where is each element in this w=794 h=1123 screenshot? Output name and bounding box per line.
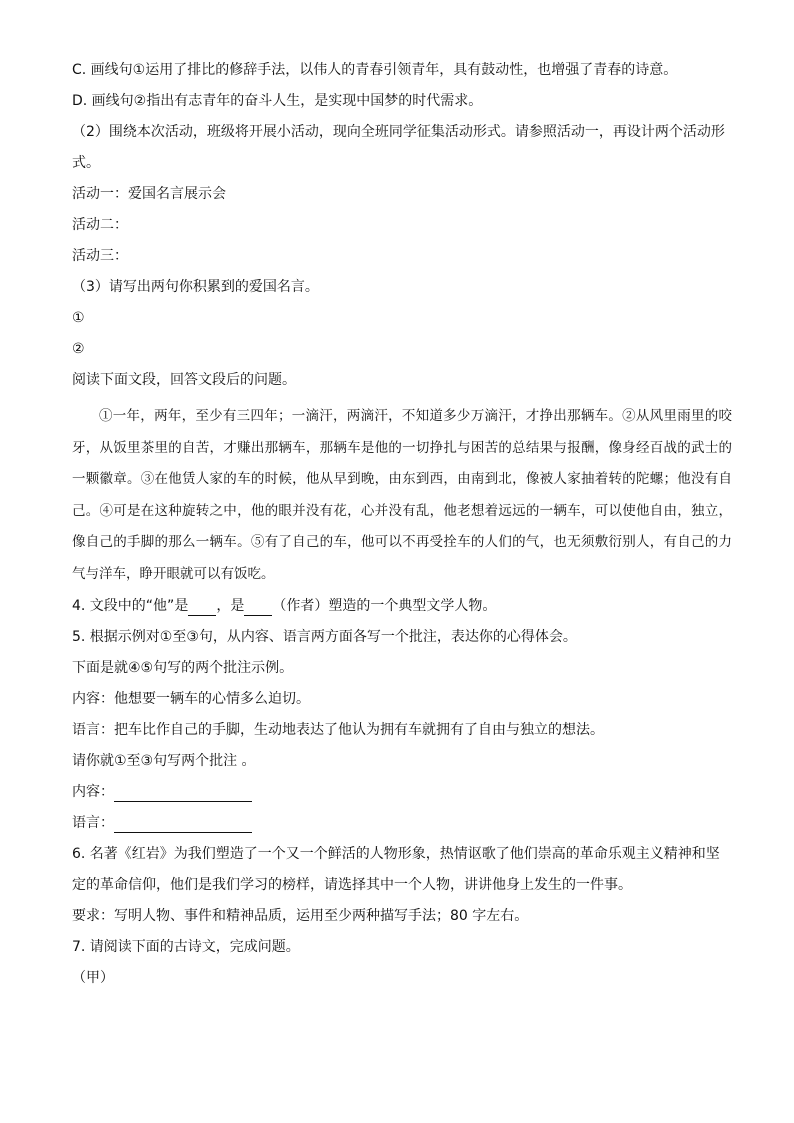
question-2 xyxy=(72,122,732,173)
question-4 xyxy=(72,596,732,616)
question-4-text-b: ，是 xyxy=(216,598,245,614)
reading-instruction: 阅读下面文段，回答文段后的问题。 xyxy=(72,372,296,388)
question-5-intro: 下面是就④⑤句写的两个批注示例。 xyxy=(72,660,294,676)
answer-language-label: 语言： xyxy=(72,815,114,831)
question-7: 7. 请阅读下面的古诗文，完成问题。 xyxy=(72,939,300,955)
answer-language-row xyxy=(72,813,732,833)
question-6 xyxy=(72,844,732,895)
answer-slot-2: ② xyxy=(72,341,85,357)
example-language-annotation: 语言：把车比作自己的手脚，生动地表达了他认为拥有车就拥有了自由与独立的想法。 xyxy=(72,722,604,738)
question-2-line-1: （2）围绕本次活动，班级将开展小活动，现向全班同学征集活动形式。请参照活动一，再设计两个活动形 xyxy=(72,124,725,140)
answer-content-row xyxy=(72,782,732,802)
example-content-annotation: 内容：他想要一辆车的心情多么迫切。 xyxy=(72,691,310,707)
option-c: C. 画线句①运用了排比的修辞手法，以伟人的青春引领青年，具有鼓动性，也增强了青春的诗意。 xyxy=(72,62,678,78)
answer-language-blank[interactable] xyxy=(114,818,252,833)
question-6-line-2: 定的革命信仰，他们是我们学习的榜样，请选择其中一个人物，讲讲他身上发生的一件事。 xyxy=(72,877,632,893)
answer-content-label: 内容： xyxy=(72,784,114,800)
question-6-requirement: 要求：写明人物、事件和精神品质，运用至少两种描写手法；80 字左右。 xyxy=(72,908,529,924)
activity-2: 活动二： xyxy=(72,217,128,233)
answer-blank-character[interactable] xyxy=(188,601,216,616)
question-6-line-1: 6. 名著《红岩》为我们塑造了一个又一个鲜活的人物形象，热情讴歌了他们崇高的革命乐观主义精神和坚 xyxy=(72,846,720,862)
answer-blank-author[interactable] xyxy=(244,601,272,616)
question-2-line-2: 式。 xyxy=(72,155,100,171)
question-3: （3）请写出两句你积累到的爱国名言。 xyxy=(72,279,319,295)
reading-passage: ①一年，两年，至少有三四年；一滴汗，两滴汗，不知道多少万滴汗，才挣出那辆车。②从风里雨里的咬牙，从饭里茶里的自苦，才赚出那辆车，那辆车是他的一切挣扎与困苦的总结果与报酬，像身经百战的武士的一颗徽章。③在他赁人家的车的时候，他从早到晚，由东到西，由南到北，像被人家抽着转的陀螺；他没有自己。④可是在这种旋转之中，他的眼并没有花，心并没有乱，他老想着远远的一辆车，可以使他自由，独立，像自己的手脚的那么一辆车。⑤有了自己的车，他可以不再受拴车的人们的气，也无须敷衍别人，有自己的力气与洋车，睁开眼就可以有饭吃。 xyxy=(72,408,732,582)
question-5-ask: 请你就①至③句写两个批注 。 xyxy=(72,753,256,769)
question-5: 5. 根据示例对①至③句，从内容、语言两方面各写一个批注，表达你的心得体会。 xyxy=(72,629,577,645)
question-4-text-c: （作者）塑造的一个典型文学人物。 xyxy=(272,598,497,614)
activity-3: 活动三： xyxy=(72,248,128,264)
answer-content-blank[interactable] xyxy=(114,787,252,802)
activity-1: 活动一：爱国名言展示会 xyxy=(72,186,226,202)
question-4-text-a: 4. 文段中的“他”是 xyxy=(72,598,189,614)
option-d: D. 画线句②指出有志青年的奋斗人生，是实现中国梦的时代需求。 xyxy=(72,93,483,109)
section-jia-label: （甲） xyxy=(72,970,114,986)
document-content xyxy=(72,60,732,999)
answer-slot-1: ① xyxy=(72,310,85,326)
